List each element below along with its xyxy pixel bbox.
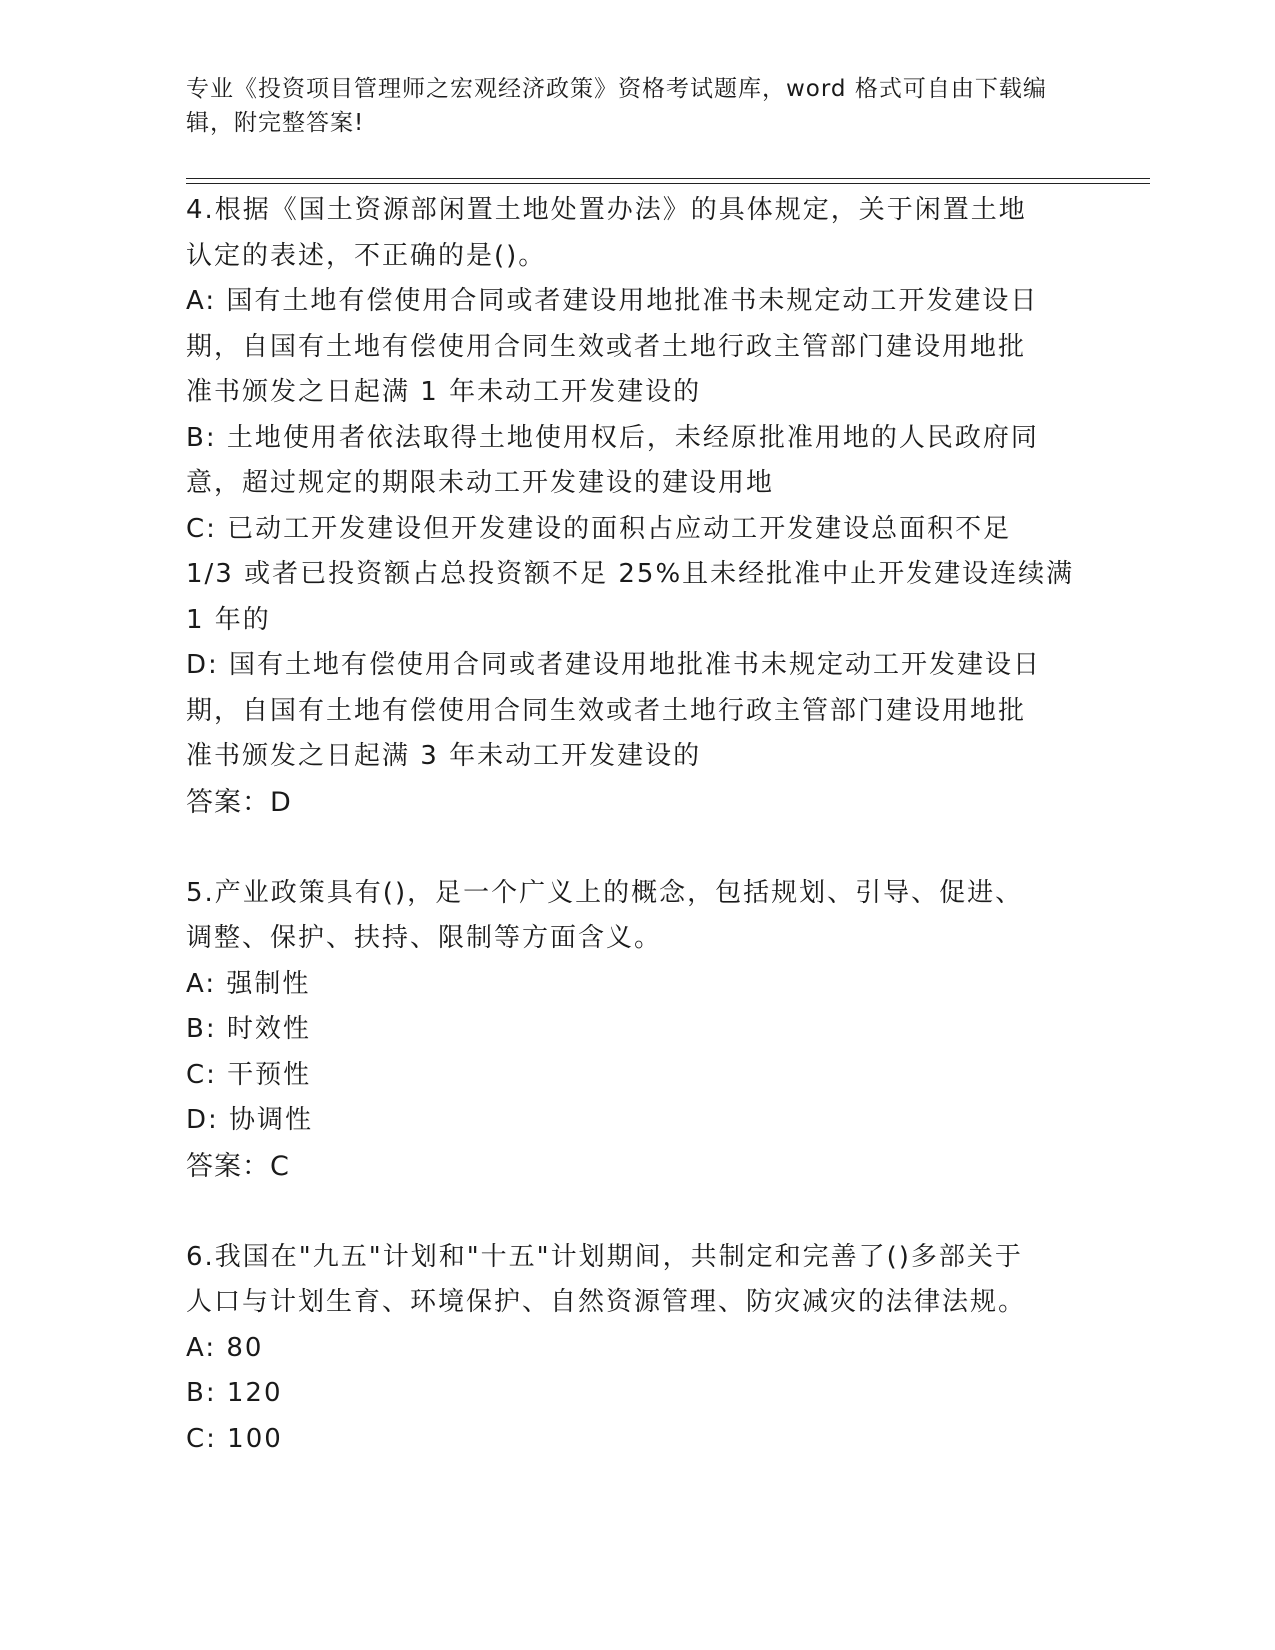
option-text: C: 已动工开发建设但开发建设的面积占应动工开发建设总面积不足: [186, 513, 1012, 544]
question-list: [186, 188, 1086, 1462]
option-text: 期，自国有土地有偿使用合同生效或者土地行政主管部门建设用地批: [186, 331, 1027, 362]
question-5: [186, 871, 1086, 1190]
option-text: 意，超过规定的期限未动工开发建设的建设用地: [186, 468, 775, 498]
option-a: A: 80: [186, 1332, 264, 1363]
option-d: D: 协调性: [186, 1105, 314, 1135]
question-stem: 5.产业政策具有()，足一个广义上的概念，包括规划、引导、促进、: [186, 877, 1024, 908]
header-divider: [186, 178, 1150, 179]
option-a: [186, 279, 1086, 416]
option-text: 1/3 或者已投资额占总投资额不足 25%且未经批准中止开发建设连续满: [186, 559, 1075, 589]
question-spacer: [186, 826, 1086, 871]
option-text: 1 年的: [186, 604, 271, 635]
option-b: B: 时效性: [186, 1014, 311, 1044]
header-line: 辑，附完整答案!: [186, 110, 365, 136]
question-stem: 人口与计划生育、环境保护、自然资源管理、防灾减灾的法律法规。: [186, 1287, 1027, 1317]
question-6: [186, 1235, 1086, 1463]
option-c: C: 100: [186, 1423, 283, 1454]
header-line: 专业《投资项目管理师之宏观经济政策》资格考试题库，word 格式可自由下载编: [186, 76, 1047, 102]
option-text: B: 土地使用者依法取得土地使用权后，未经原批准用地的人民政府同: [186, 422, 1039, 453]
option-d: [186, 643, 1086, 780]
option-text: A: 国有土地有偿使用合同或者建设用地批准书未规定动工开发建设日: [186, 286, 1039, 316]
question-stem: 认定的表述，不正确的是()。: [186, 240, 547, 271]
option-text: 准书颁发之日起满 1 年未动工开发建设的: [186, 377, 702, 407]
question-spacer: [186, 1190, 1086, 1235]
option-text: 准书颁发之日起满 3 年未动工开发建设的: [186, 741, 702, 771]
option-c: C: 干预性: [186, 1059, 312, 1090]
question-stem: 调整、保护、扶持、限制等方面含义。: [186, 923, 663, 953]
option-a: A: 强制性: [186, 968, 311, 999]
option-text: D: 国有土地有偿使用合同或者建设用地批准书未规定动工开发建设日: [186, 650, 1042, 680]
question-stem: 4.根据《国土资源部闲置土地处置办法》的具体规定，关于闲置土地: [186, 195, 1027, 225]
answer-label: 答案：C: [186, 1150, 290, 1182]
option-text: 期，自国有土地有偿使用合同生效或者土地行政主管部门建设用地批: [186, 695, 1027, 726]
header-divider: [186, 183, 1150, 184]
question-4: [186, 188, 1086, 826]
document-header: [186, 72, 1066, 140]
option-b: [186, 416, 1086, 507]
answer-label: 答案：D: [186, 786, 292, 818]
option-c: [186, 507, 1086, 644]
option-b: B: 120: [186, 1378, 283, 1408]
question-stem: 6.我国在"九五"计划和"十五"计划期间，共制定和完善了()多部关于: [186, 1241, 1023, 1272]
